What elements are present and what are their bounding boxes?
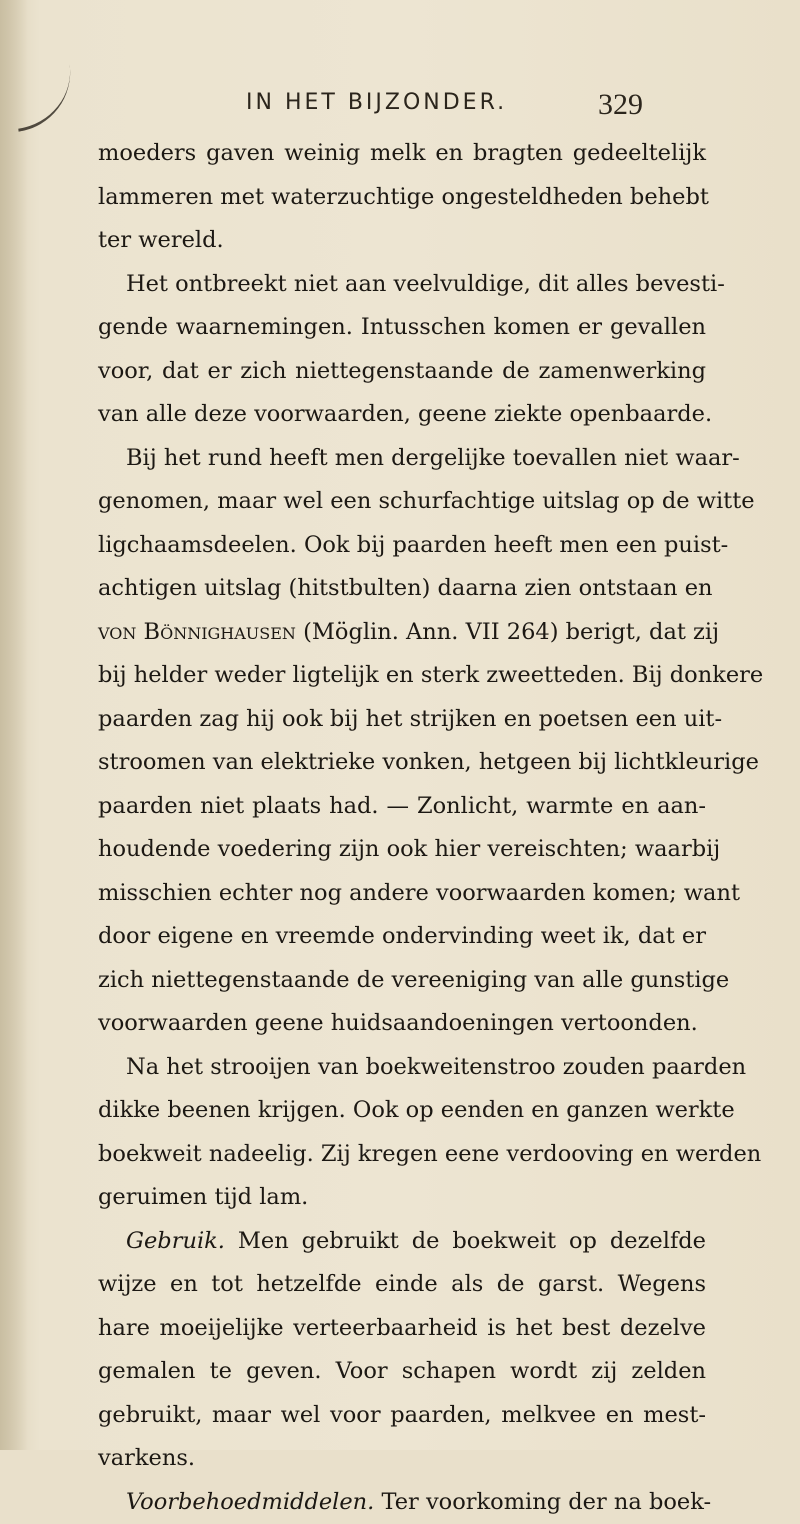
text-line: genomen, maar wel een schurfachtige uitslag op de witte <box>98 480 706 524</box>
text-line: hare moeijelijke verteerbaarheid is het best dezelve <box>98 1307 706 1351</box>
text-line: Voorbehoedmiddelen. Ter voorkoming der na boek- <box>98 1481 706 1524</box>
text-line: stroomen van elektrieke vonken, hetgeen bij lichtkleurige <box>98 741 706 785</box>
text-line: gebruikt, maar wel voor paarden, melkvee en mest- <box>98 1394 706 1438</box>
text-line: houdende voedering zijn ook hier vereischten; waarbij <box>98 828 706 872</box>
text-line: voorwaarden geene huidsaandoeningen vertoonden. <box>98 1002 706 1046</box>
text-line: van alle deze voorwaarden, geene ziekte openbaarde. <box>98 393 706 437</box>
text-line: paarden zag hij ook bij het strijken en poetsen een uit- <box>98 698 706 742</box>
text-line: door eigene en vreemde ondervinding weet ik, dat er <box>98 915 706 959</box>
text-line: dikke beenen krijgen. Ook op eenden en ganzen werkte <box>98 1089 706 1133</box>
text-line: Na het strooijen van boekweitenstroo zouden paarden <box>98 1046 706 1090</box>
text-line: gemalen te geven. Voor schapen wordt zij zelden <box>98 1350 706 1394</box>
text-line: varkens. <box>98 1437 706 1481</box>
text-line: gende waarnemingen. Intusschen komen er gevallen <box>98 306 706 350</box>
section-lead-in: Voorbehoedmiddelen. <box>126 1489 374 1515</box>
text-line: zich niettegenstaande de vereeniging van alle gunstige <box>98 959 706 1003</box>
text-line: ligchaamsdeelen. Ook bij paarden heeft men een puist- <box>98 524 706 568</box>
page-header <box>0 90 800 130</box>
section-lead-in: Gebruik. <box>126 1228 225 1254</box>
text-line: voor, dat er zich niettegenstaande de zamenwerking <box>98 350 706 394</box>
author-name: von Bönnighausen <box>98 619 296 645</box>
text-line: misschien echter nog andere voorwaarden komen; want <box>98 872 706 916</box>
text-line: ter wereld. <box>98 219 706 263</box>
text-line: boekweit nadeelig. Zij kregen eene verdooving en werden <box>98 1133 706 1177</box>
text-line: Gebruik. Men gebruikt de boekweit op dezelfde <box>98 1220 706 1264</box>
text-line: von Bönnighausen (Möglin. Ann. VII 264) berigt, dat zij <box>98 611 706 655</box>
text-line: bij helder weder ligtelijk en sterk zweetteden. Bij donkere <box>98 654 706 698</box>
text-line: paarden niet plaats had. — Zonlicht, warmte en aan- <box>98 785 706 829</box>
text-line: moeders gaven weinig melk en bragten gedeeltelijk <box>98 132 706 176</box>
body-text <box>98 132 706 1524</box>
page-gutter-shadow <box>0 0 28 1450</box>
text-line: achtigen uitslag (hitstbulten) daarna zien ontstaan en <box>98 567 706 611</box>
page-number: 329 <box>598 88 643 122</box>
text-line: Bij het rund heeft men dergelijke toevallen niet waar- <box>98 437 706 481</box>
text-line: geruimen tijd lam. <box>98 1176 706 1220</box>
text-line: wijze en tot hetzelfde einde als de garst. Wegens <box>98 1263 706 1307</box>
text-line: Het ontbreekt niet aan veelvuldige, dit alles bevesti- <box>98 263 706 307</box>
text-line: lammeren met waterzuchtige ongesteldheden behebt <box>98 176 706 220</box>
running-head: IN HET BIJZONDER. <box>246 90 507 115</box>
